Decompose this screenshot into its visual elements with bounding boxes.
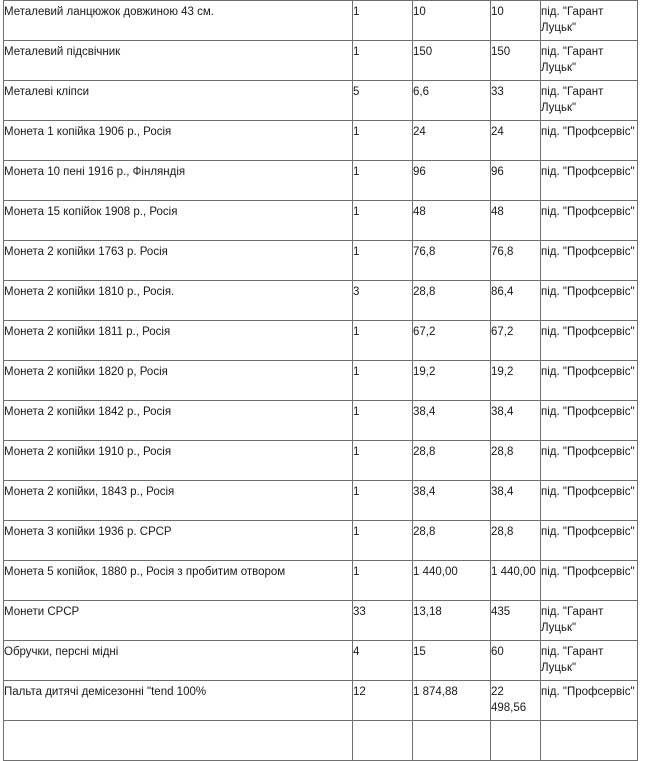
table-row <box>4 241 638 281</box>
cell-price: 6,6 <box>413 81 491 121</box>
cell-holder: під. "Профсервіс" <box>541 201 638 241</box>
table-row <box>4 481 638 521</box>
cell-sum: 48 <box>491 201 541 241</box>
table-row <box>4 401 638 441</box>
cell-holder: під. "Профсервіс" <box>541 161 638 201</box>
table-row <box>4 121 638 161</box>
cell-quantity: 1 <box>353 521 413 561</box>
cell-holder: під. "Профсервіс" <box>541 121 638 161</box>
cell-quantity: 4 <box>353 641 413 681</box>
cell-price: 38,4 <box>413 481 491 521</box>
cell-price: 96 <box>413 161 491 201</box>
cell-price: 150 <box>413 41 491 81</box>
cell-sum: 150 <box>491 41 541 81</box>
cell-sum: 96 <box>491 161 541 201</box>
cell-item-name: Металевий ланцюжок довжиною 43 см. <box>4 1 353 41</box>
table-row <box>4 1 638 41</box>
cell-holder: під. "Гарант Луцьк" <box>541 601 638 641</box>
cell-item-name: Монета 5 копійок, 1880 р., Росія з пробитим отвором <box>4 561 353 601</box>
table-row <box>4 41 638 81</box>
cell-item-name: Монета 10 пені 1916 р., Фінляндія <box>4 161 353 201</box>
cell-item-name: Монета 1 копійка 1906 р., Росія <box>4 121 353 161</box>
cell-quantity: 1 <box>353 321 413 361</box>
cell-quantity: 1 <box>353 1 413 41</box>
cell-item-name <box>4 721 353 761</box>
cell-sum: 1 440,00 <box>491 561 541 601</box>
cell-sum: 38,4 <box>491 481 541 521</box>
table-row <box>4 281 638 321</box>
cell-holder: під. "Профсервіс" <box>541 401 638 441</box>
cell-item-name: Монета 2 копійки 1811 р., Росія <box>4 321 353 361</box>
table-row <box>4 681 638 721</box>
cell-holder: під. "Профсервіс" <box>541 681 638 721</box>
cell-holder: під. "Гарант Луцьк" <box>541 41 638 81</box>
table-row <box>4 561 638 601</box>
cell-holder: під. "Профсервіс" <box>541 561 638 601</box>
cell-sum: 33 <box>491 81 541 121</box>
cell-item-name: Монета 2 копійки 1820 р, Росія <box>4 361 353 401</box>
cell-item-name: Монета 15 копійок 1908 р., Росія <box>4 201 353 241</box>
cell-holder: під. "Профсервіс" <box>541 321 638 361</box>
cell-price: 19,2 <box>413 361 491 401</box>
cell-quantity: 1 <box>353 121 413 161</box>
cell-price: 67,2 <box>413 321 491 361</box>
cell-item-name: Монета 2 копійки, 1843 р., Росія <box>4 481 353 521</box>
cell-quantity: 1 <box>353 201 413 241</box>
cell-quantity: 3 <box>353 281 413 321</box>
cell-price: 76,8 <box>413 241 491 281</box>
cell-sum: 28,8 <box>491 441 541 481</box>
cell-sum: 19,2 <box>491 361 541 401</box>
cell-price: 15 <box>413 641 491 681</box>
cell-price: 38,4 <box>413 401 491 441</box>
table-row <box>4 321 638 361</box>
table-row <box>4 161 638 201</box>
cell-quantity: 1 <box>353 161 413 201</box>
table-row <box>4 521 638 561</box>
cell-price: 1 874,88 <box>413 681 491 721</box>
cell-price: 13,18 <box>413 601 491 641</box>
cell-price <box>413 721 491 761</box>
cell-quantity: 1 <box>353 401 413 441</box>
cell-item-name: Монета 2 копійки 1842 р., Росія <box>4 401 353 441</box>
cell-item-name: Обручки, персні мідні <box>4 641 353 681</box>
cell-item-name: Монета 2 копійки 1910 р., Росія <box>4 441 353 481</box>
cell-quantity <box>353 721 413 761</box>
cell-price: 24 <box>413 121 491 161</box>
table-row <box>4 641 638 681</box>
cell-sum: 38,4 <box>491 401 541 441</box>
cell-holder: під. "Профсервіс" <box>541 361 638 401</box>
cell-sum: 435 <box>491 601 541 641</box>
cell-sum: 10 <box>491 1 541 41</box>
cell-quantity: 1 <box>353 561 413 601</box>
cell-price: 28,8 <box>413 441 491 481</box>
cell-quantity: 1 <box>353 241 413 281</box>
cell-item-name: Монета 2 копійки 1810 р., Росія. <box>4 281 353 321</box>
table-row <box>4 81 638 121</box>
cell-price: 1 440,00 <box>413 561 491 601</box>
cell-item-name: Металеві кліпси <box>4 81 353 121</box>
cell-price: 28,8 <box>413 281 491 321</box>
cell-quantity: 33 <box>353 601 413 641</box>
cell-holder: під. "Профсервіс" <box>541 481 638 521</box>
cell-holder <box>541 721 638 761</box>
cell-quantity: 5 <box>353 81 413 121</box>
table-row <box>4 201 638 241</box>
cell-sum: 24 <box>491 121 541 161</box>
cell-holder: під. "Гарант Луцьк" <box>541 641 638 681</box>
cell-item-name: Пальта дитячі демісезонні "tend 100% <box>4 681 353 721</box>
cell-quantity: 1 <box>353 441 413 481</box>
cell-item-name: Металевий підсвічник <box>4 41 353 81</box>
cell-item-name: Монети СРСР <box>4 601 353 641</box>
cell-holder: під. "Гарант Луцьк" <box>541 81 638 121</box>
cell-quantity: 1 <box>353 41 413 81</box>
cell-holder: під. "Профсервіс" <box>541 441 638 481</box>
cell-sum: 86,4 <box>491 281 541 321</box>
inventory-table <box>3 0 638 761</box>
cell-sum: 60 <box>491 641 541 681</box>
cell-sum <box>491 721 541 761</box>
table-row <box>4 601 638 641</box>
cell-quantity: 12 <box>353 681 413 721</box>
cell-holder: під. "Профсервіс" <box>541 241 638 281</box>
cell-quantity: 1 <box>353 361 413 401</box>
cell-quantity: 1 <box>353 481 413 521</box>
cell-sum: 76,8 <box>491 241 541 281</box>
cell-item-name: Монета 2 копійки 1763 р. Росія <box>4 241 353 281</box>
inventory-table-body <box>4 1 638 761</box>
cell-item-name: Монета 3 копійки 1936 р. СРСР <box>4 521 353 561</box>
cell-holder: під. "Профсервіс" <box>541 281 638 321</box>
cell-holder: під. "Гарант Луцьк" <box>541 1 638 41</box>
table-row <box>4 361 638 401</box>
cell-holder: під. "Профсервіс" <box>541 521 638 561</box>
cell-sum: 28,8 <box>491 521 541 561</box>
cell-price: 28,8 <box>413 521 491 561</box>
cell-price: 10 <box>413 1 491 41</box>
cell-sum: 67,2 <box>491 321 541 361</box>
cell-sum: 22 498,56 <box>491 681 541 721</box>
table-row <box>4 721 638 761</box>
table-row <box>4 441 638 481</box>
cell-price: 48 <box>413 201 491 241</box>
